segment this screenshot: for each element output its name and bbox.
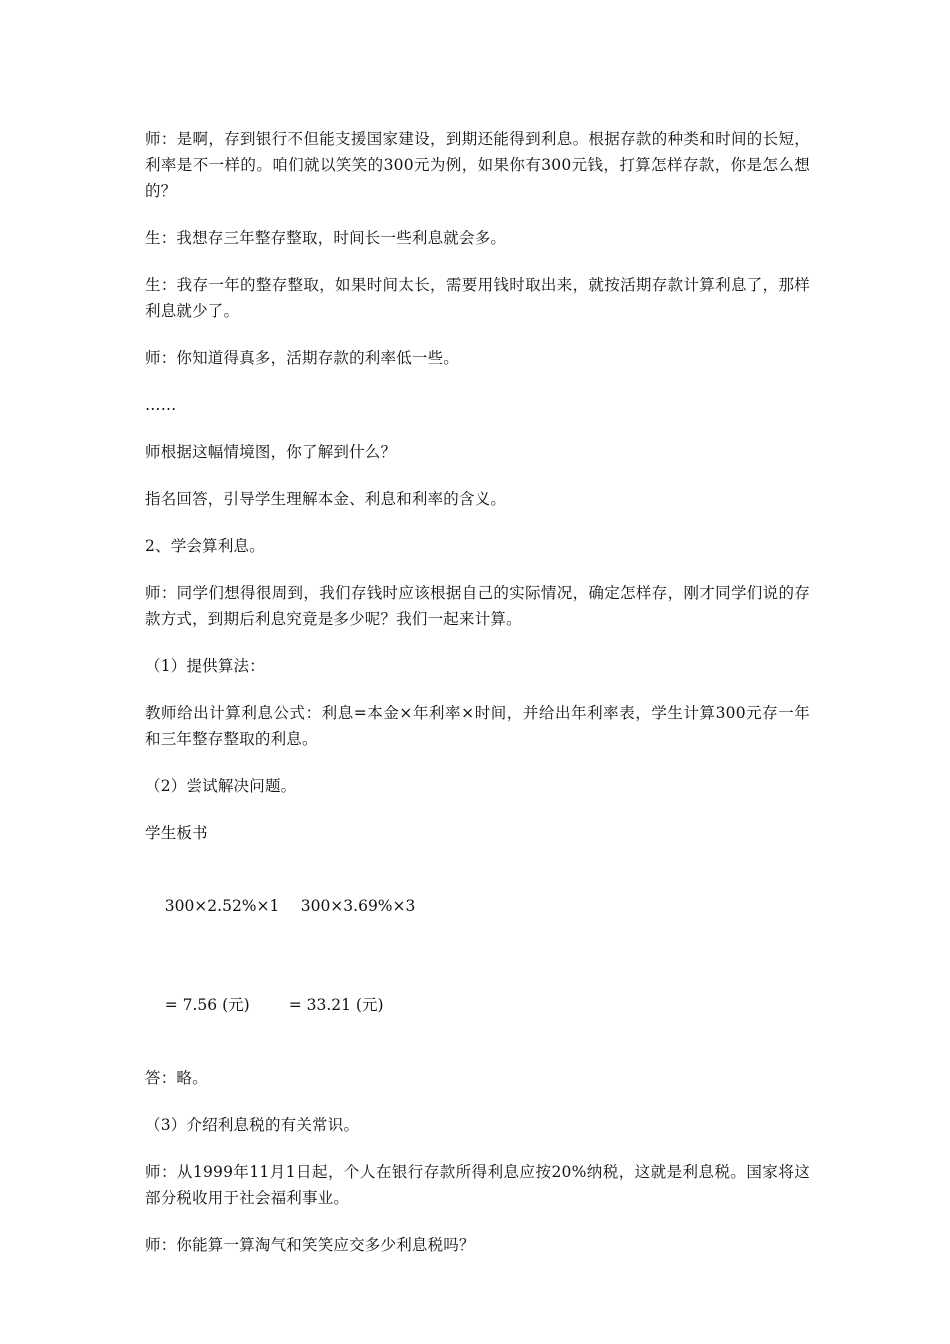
subheading-3: （3）介绍利息税的有关常识。 — [145, 1116, 360, 1134]
paragraph-interest-tax: 师：从1999年11月1日起，个人在银行存款所得利息应按20%纳税，这就是利息税。国家将这部分税收用于社会福利事业。 — [145, 1163, 810, 1207]
paragraph-teacher-calculation: 师：同学们想得很周到，我们存钱时应该根据自己的实际情况，确定怎样存，刚才同学们说的存款方式，到期后利息究竟是多少呢？我们一起来计算。 — [145, 584, 810, 628]
formula-one-year: 300×2.52%×1 — [164, 897, 280, 915]
formula-row-results — [145, 966, 810, 1044]
paragraph-teacher-reply: 师：你知道得真多，活期存款的利率低一些。 — [145, 349, 460, 367]
paragraph-teacher-intro: 师：是啊，存到银行不但能支援国家建设，到期还能得到利息。根据存款的种类和时间的长短，利率是不一样的。咱们就以笑笑的300元为例，如果你有300元钱，打算怎样存款，你是怎么想的？ — [145, 130, 810, 200]
result-three-year: = 33.21 (元) — [288, 996, 384, 1014]
formula-row-expressions — [145, 867, 810, 945]
section-heading-2: 2、学会算利息。 — [145, 537, 265, 555]
paragraph-tax-question: 师：你能算一算淘气和笑笑应交多少利息税吗？ — [145, 1236, 475, 1254]
paragraph-student-answer-2: 生：我存一年的整存整取，如果时间太长，需要用钱时取出来，就按活期存款计算利息了，那样利息就少了。 — [145, 276, 810, 320]
paragraph-answer: 答：略。 — [145, 1069, 208, 1087]
paragraph-guidance: 指名回答，引导学生理解本金、利息和利率的含义。 — [145, 490, 507, 508]
paragraph-student-answer-1: 生：我想存三年整存整取，时间长一些利息就会多。 — [145, 229, 507, 247]
result-one-year: = 7.56 (元) — [164, 996, 250, 1014]
paragraph-ellipsis: …… — [145, 396, 177, 414]
paragraph-question: 师根据这幅情境图，你了解到什么？ — [145, 443, 397, 461]
subheading-2: （2）尝试解决问题。 — [145, 777, 297, 795]
subheading-1: （1）提供算法： — [145, 657, 265, 675]
formula-three-year: 300×3.69%×3 — [300, 897, 416, 915]
paragraph-formula-intro: 教师给出计算利息公式：利息=本金×年利率×时间，并给出年利率表，学生计算300元存一年和三年整存整取的利息。 — [145, 704, 810, 748]
paragraph-board-writing: 学生板书 — [145, 824, 208, 842]
